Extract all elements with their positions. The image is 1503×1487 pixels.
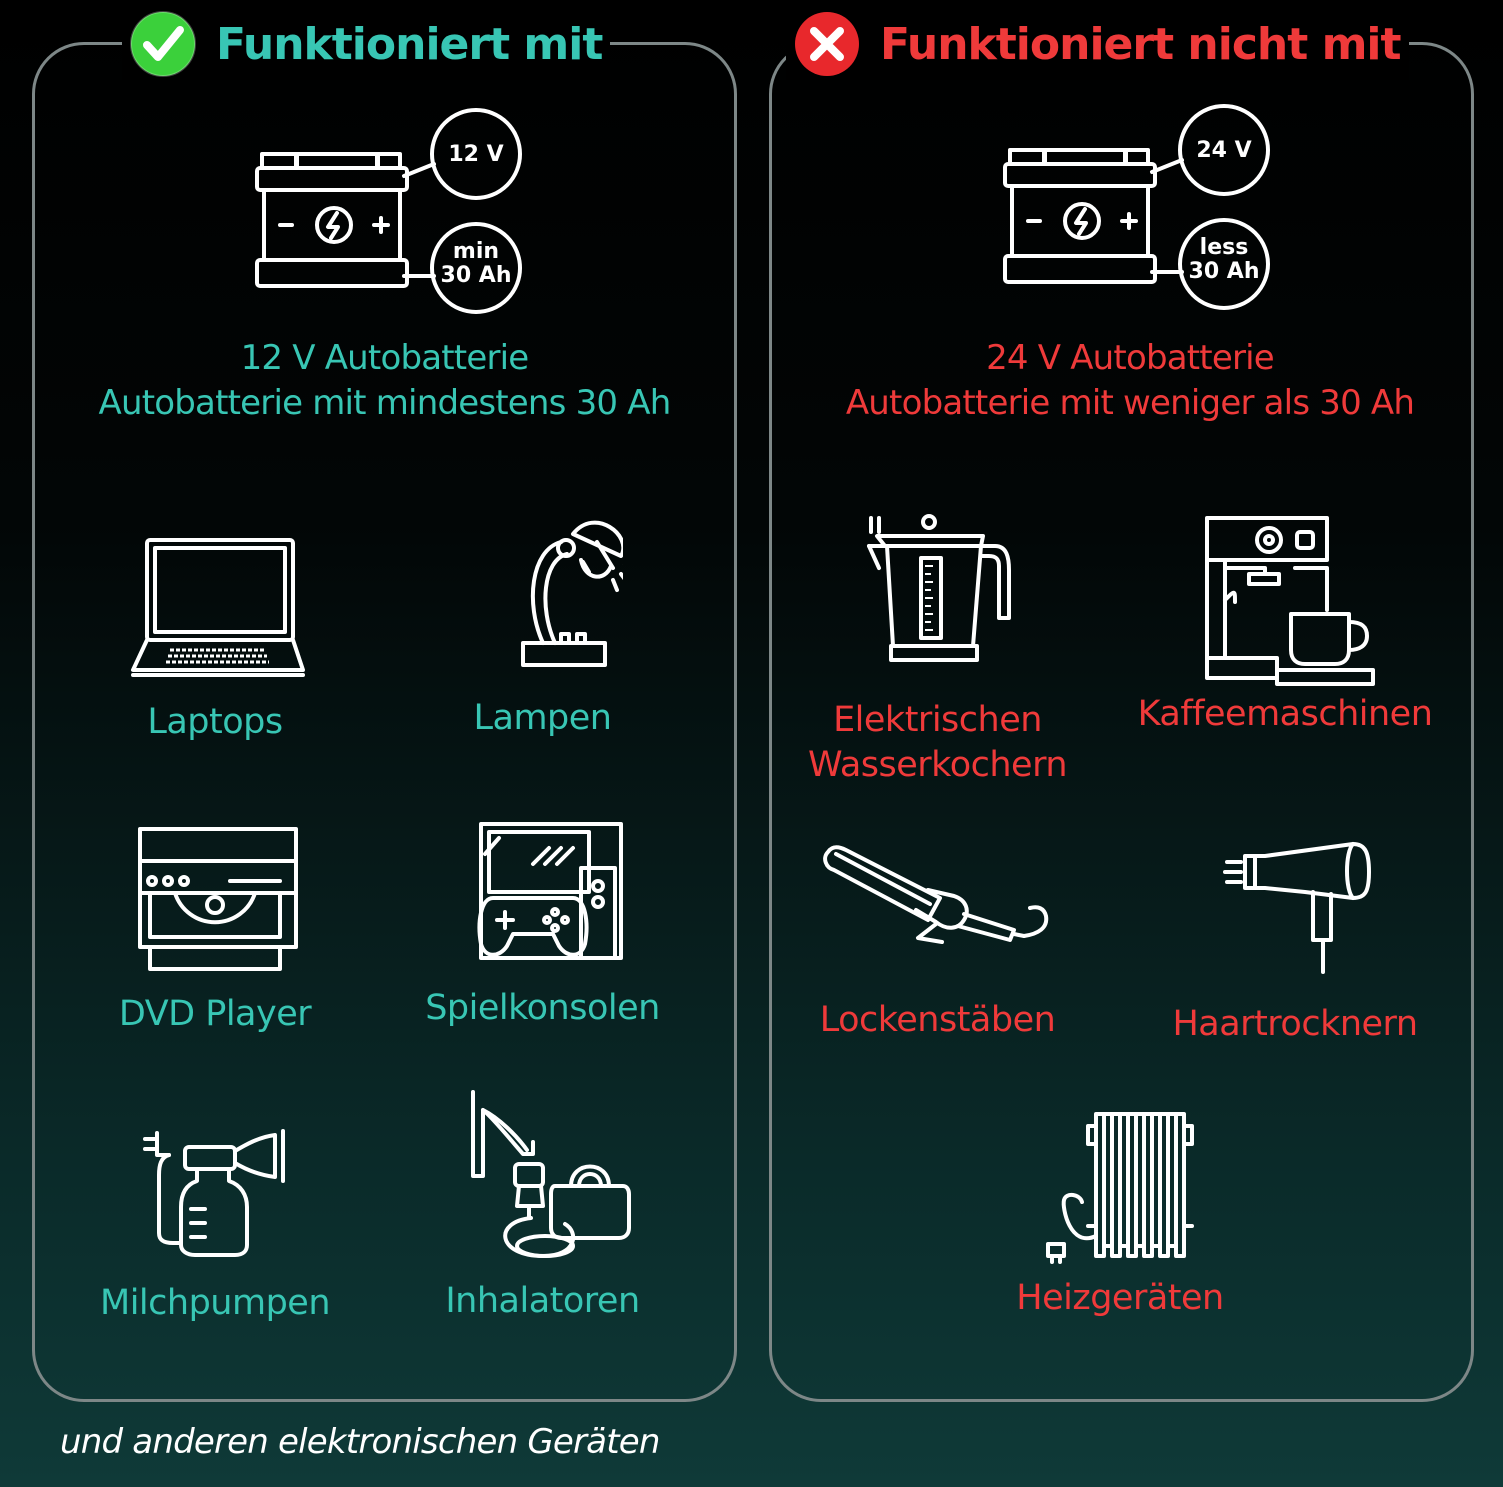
- subtitle-line2: Autobatterie mit weniger als 30 Ah: [845, 383, 1415, 423]
- battery-voltage-label: 12 V: [448, 142, 504, 167]
- battery-capacity-line2: 30 Ah: [1188, 259, 1260, 284]
- item-label: DVD Player: [118, 994, 312, 1034]
- subtitle-line2: Autobatterie mit mindestens 30 Ah: [98, 383, 671, 423]
- game-console-icon: [463, 818, 623, 968]
- desk-lamp-icon: [463, 508, 623, 678]
- item-label: Kaffeemaschinen: [1137, 694, 1433, 734]
- hair-dryer-icon: [1205, 840, 1385, 980]
- item-heizgeraeten: [990, 1108, 1250, 1321]
- item-label: Spielkonsolen: [425, 988, 660, 1028]
- item-lampen: [415, 508, 670, 741]
- not-works-with-header: [786, 8, 1409, 80]
- item-label-line1: Elektrischen: [833, 700, 1042, 740]
- battery-12v-graphic: [252, 106, 527, 316]
- battery-capacity-line2: 30 Ah: [440, 263, 512, 288]
- item-haartrocknern: [1140, 840, 1450, 1047]
- battery-voltage-label: 24 V: [1196, 138, 1252, 163]
- not-works-with-title: Funktioniert nicht mit: [880, 18, 1401, 70]
- works-with-subtitle: [62, 336, 707, 426]
- not-works-with-subtitle: [800, 336, 1460, 426]
- oil-radiator-heater-icon: [1040, 1108, 1200, 1268]
- laptop-icon: [125, 532, 305, 682]
- works-with-header: [122, 8, 610, 80]
- coffee-machine-icon: [1195, 510, 1375, 690]
- works-with-title: Funktioniert mit: [216, 18, 603, 70]
- item-dvd-player: [85, 825, 345, 1037]
- item-milchpumpen: [80, 1105, 350, 1326]
- subtitle-line1: 12 V Autobatterie: [240, 338, 529, 378]
- item-label: Lockenstäben: [819, 1000, 1056, 1040]
- item-inhalatoren: [410, 1088, 675, 1324]
- dvd-player-icon: [130, 825, 300, 980]
- subtitle-line1: 24 V Autobatterie: [986, 338, 1274, 378]
- footer-note: und anderen elektronischen Geräten: [60, 1422, 660, 1462]
- item-laptops: [85, 532, 345, 745]
- item-kaffeemaschinen: [1125, 510, 1445, 737]
- item-wasserkochern: [795, 510, 1080, 788]
- item-label: Haartrocknern: [1172, 1004, 1418, 1044]
- cross-icon: [794, 11, 860, 77]
- item-label: Lampen: [473, 698, 612, 738]
- electric-kettle-icon: [863, 510, 1013, 670]
- item-label: Inhalatoren: [445, 1281, 640, 1321]
- battery-24v-graphic: [1000, 102, 1275, 312]
- checkmark-icon: [130, 11, 196, 77]
- item-label: Heizgeräten: [1016, 1278, 1224, 1318]
- item-lockenstaeben: [805, 838, 1070, 1043]
- item-label: Laptops: [147, 702, 283, 742]
- item-label: Milchpumpen: [100, 1283, 330, 1323]
- inhaler-nebulizer-icon: [453, 1088, 633, 1263]
- curling-iron-icon: [818, 838, 1058, 958]
- battery-capacity-line1: less: [1199, 235, 1249, 260]
- item-spielkonsolen: [400, 818, 685, 1031]
- battery-capacity-line1: min: [452, 239, 500, 264]
- item-label-line2: Wasserkochern: [807, 745, 1068, 785]
- breast-pump-icon: [135, 1105, 295, 1265]
